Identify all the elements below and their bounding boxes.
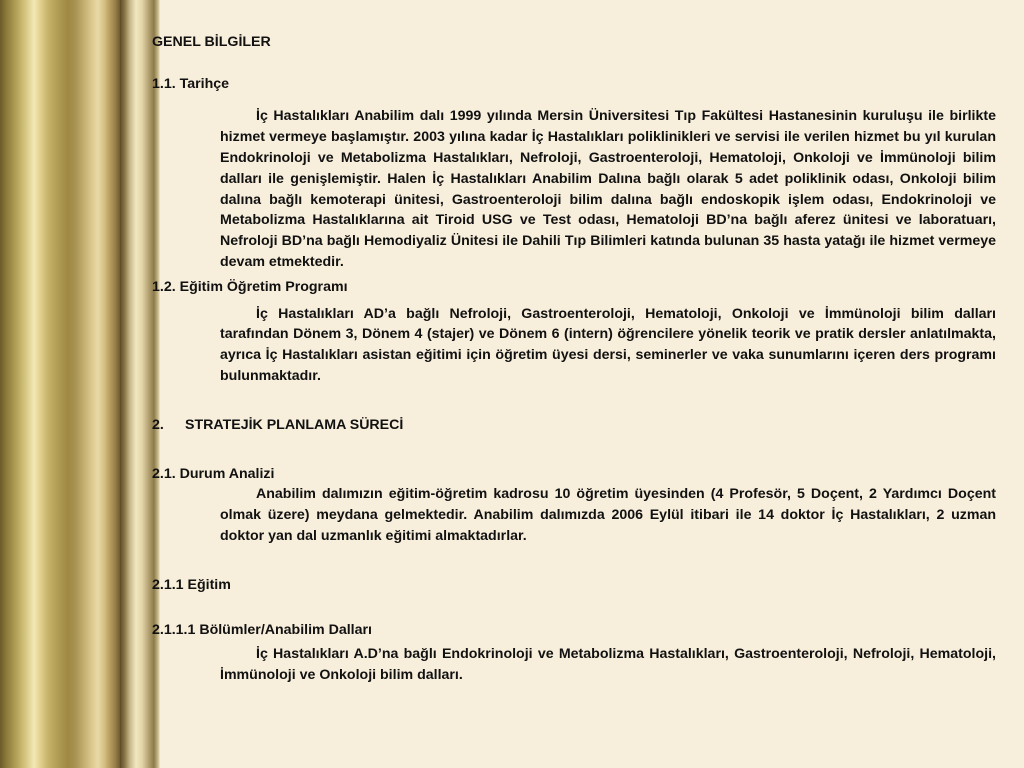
paragraph-2-1: Anabilim dalımızın eğitim-öğretim kadrosu 10 öğretim üyesinden (4 Profesör, 5 Doçent, 2 Yardımcı Doçent olmak üzere) meydana gelmektedir. Anabilim dalımızda 2006 Eylül itibari ile 14 doktor İç Hastalıkları, 2 uzman doktor yan dal uzmanlık eğitimi almaktadırlar. xyxy=(220,486,996,544)
heading-2-1-1-1: 2.1.1.1 Bölümler/Anabilim Dalları xyxy=(152,621,372,638)
document-body xyxy=(152,32,996,686)
document-title: GENEL BİLGİLER xyxy=(152,34,271,50)
heading-2 xyxy=(152,415,996,436)
paragraph-2-1-1-1: İç Hastalıkları A.D’na bağlı Endokrinoloji ve Metabolizma Hastalıkları, Gastroenteroloji, Nefroloji, Hematoloji, İmmünoloji ve Onkoloji bilim dalları. xyxy=(220,646,996,684)
paragraph-1-1: İç Hastalıkları Anabilim dalı 1999 yılında Mersin Üniversitesi Tıp Fakültesi Hastanesinin kuruluşu ile birlikte hizmet vermeye başlamıştır. 2003 yılına kadar İç Hastalıkları poliklinikleri ve servisi ile verilen hizmet bu yıl kurulan Endokrinoloji ve Metabolizma Hastalıkları, Nefroloji, Gastroenteroloji, Hematoloji, Onkoloji ve İmmünoloji bilim dalları ile genişlemiştir. Halen İç Hastalıkları Anabilim Dalına bağlı olarak 5 adet poliklinik odası, Onkoloji bilim dalına bağlı kemoterapi ünitesi, Gastroenteroloji bilim dalına bağlı endoskopik işlem odası, Endokrinoloji ve Metabolizma Hastalıklarına ait Tiroid USG ve Test odası, Hematoloji BD’na bağlı aferez ünitesi ve laboratuarı, Nefroloji BD’na bağlı Hemodiyaliz Ünitesi ile Dahili Tıp Bilimleri katında bulunan 35 hasta yatağı ile hizmet vermeye devam etmektedir. xyxy=(220,108,996,270)
heading-1-2: 1.2. Eğitim Öğretim Programı xyxy=(152,278,348,295)
heading-1-1: 1.1. Tarihçe xyxy=(152,75,230,92)
paragraph-1-2: İç Hastalıkları AD’a bağlı Nefroloji, Gastroenteroloji, Hematoloji, Onkoloji ve İmmünoloji bilim dalları tarafından Dönem 3, Dönem 4 (stajer) ve Dönem 6 (intern) öğrencilere yönelik teorik ve pratik dersler anlatılmakta, ayrıca İç Hastalıkları asistan eğitimi için öğretim üyesi dersi, seminerler ve vaka sunumlarını içeren ders programı bulunmaktadır. xyxy=(220,305,996,384)
heading-2-number: 2. xyxy=(152,416,164,433)
heading-2-text: STRATEJİK PLANLAMA SÜRECİ xyxy=(185,416,404,433)
heading-2-1-1: 2.1.1 Eğitim xyxy=(152,576,231,593)
heading-2-1: 2.1. Durum Analizi xyxy=(152,465,275,482)
decorative-gold-bar xyxy=(0,0,120,768)
